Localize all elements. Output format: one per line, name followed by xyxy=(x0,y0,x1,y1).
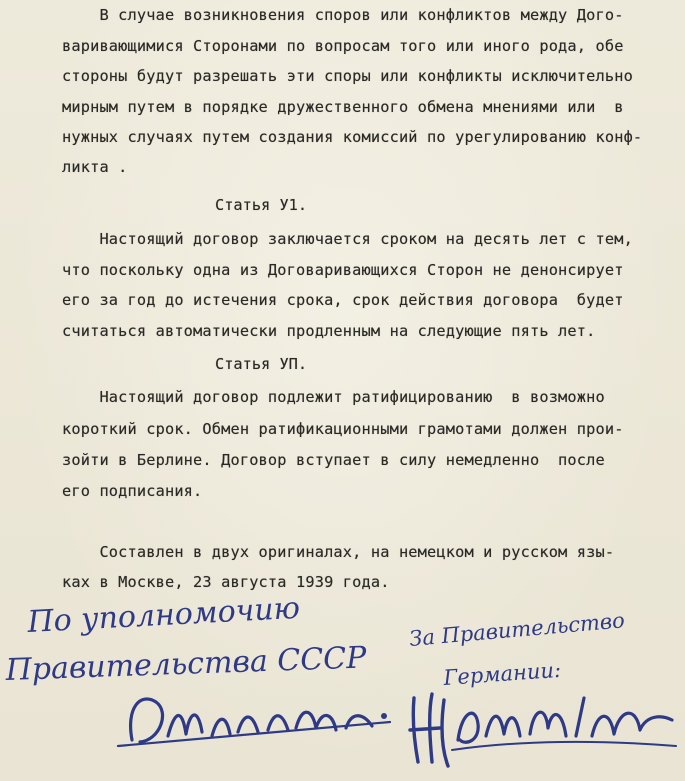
text-line: считаться автоматически продленным на следующие пять лет. xyxy=(62,322,596,340)
article-6-heading: Статья У1. xyxy=(215,196,308,214)
molotov-signature xyxy=(118,699,390,746)
text-line: ках в Москве, 23 августа 1939 года. xyxy=(62,573,390,591)
text-line: Настоящий договор подлежит ратифицированию в возможно xyxy=(62,388,605,406)
ribbentrop-signature xyxy=(410,694,676,766)
handwritten-germany-line2: Германии: xyxy=(442,657,562,690)
text-line: ликта . xyxy=(62,158,128,176)
text-line: его подписания. xyxy=(62,482,203,500)
text-line: нужных случаях путем создания комиссий по урегулированию конф- xyxy=(62,128,643,146)
text-line: стороны будут разрешать эти споры или конфликты исключительно xyxy=(62,67,633,85)
handwritten-authority-line1: По уполномочию xyxy=(26,590,301,640)
text-line: зойти в Берлине. Договор вступает в силу немедленно после xyxy=(62,451,605,469)
text-line: В случае возникновения споров или конфликтов между Дого- xyxy=(62,6,624,24)
text-line: мирным путем в порядке дружественного обмена мнениями или в xyxy=(62,98,624,116)
text-line: его за год до истечения срока, срок действия договора будет xyxy=(62,291,624,309)
text-line: что поскольку одна из Договаривающихся Сторон не денонсирует xyxy=(62,261,624,279)
article-7-heading: Статья УП. xyxy=(215,355,308,373)
text-line: Составлен в двух оригиналах, на немецком и русском язы- xyxy=(62,543,615,561)
text-line: Настоящий договор заключается сроком на десять лет с тем, xyxy=(62,230,633,248)
text-line: короткий срок. Обмен ратификационными грамотами должен прои- xyxy=(62,420,624,438)
handwritten-germany-line1: За Правительство xyxy=(408,608,626,651)
handwritten-authority-line2: Правительства СССР xyxy=(5,640,367,688)
signature-block xyxy=(0,590,685,781)
text-line: варивающимися Сторонами по вопросам того или иного рода, обе xyxy=(62,37,624,55)
